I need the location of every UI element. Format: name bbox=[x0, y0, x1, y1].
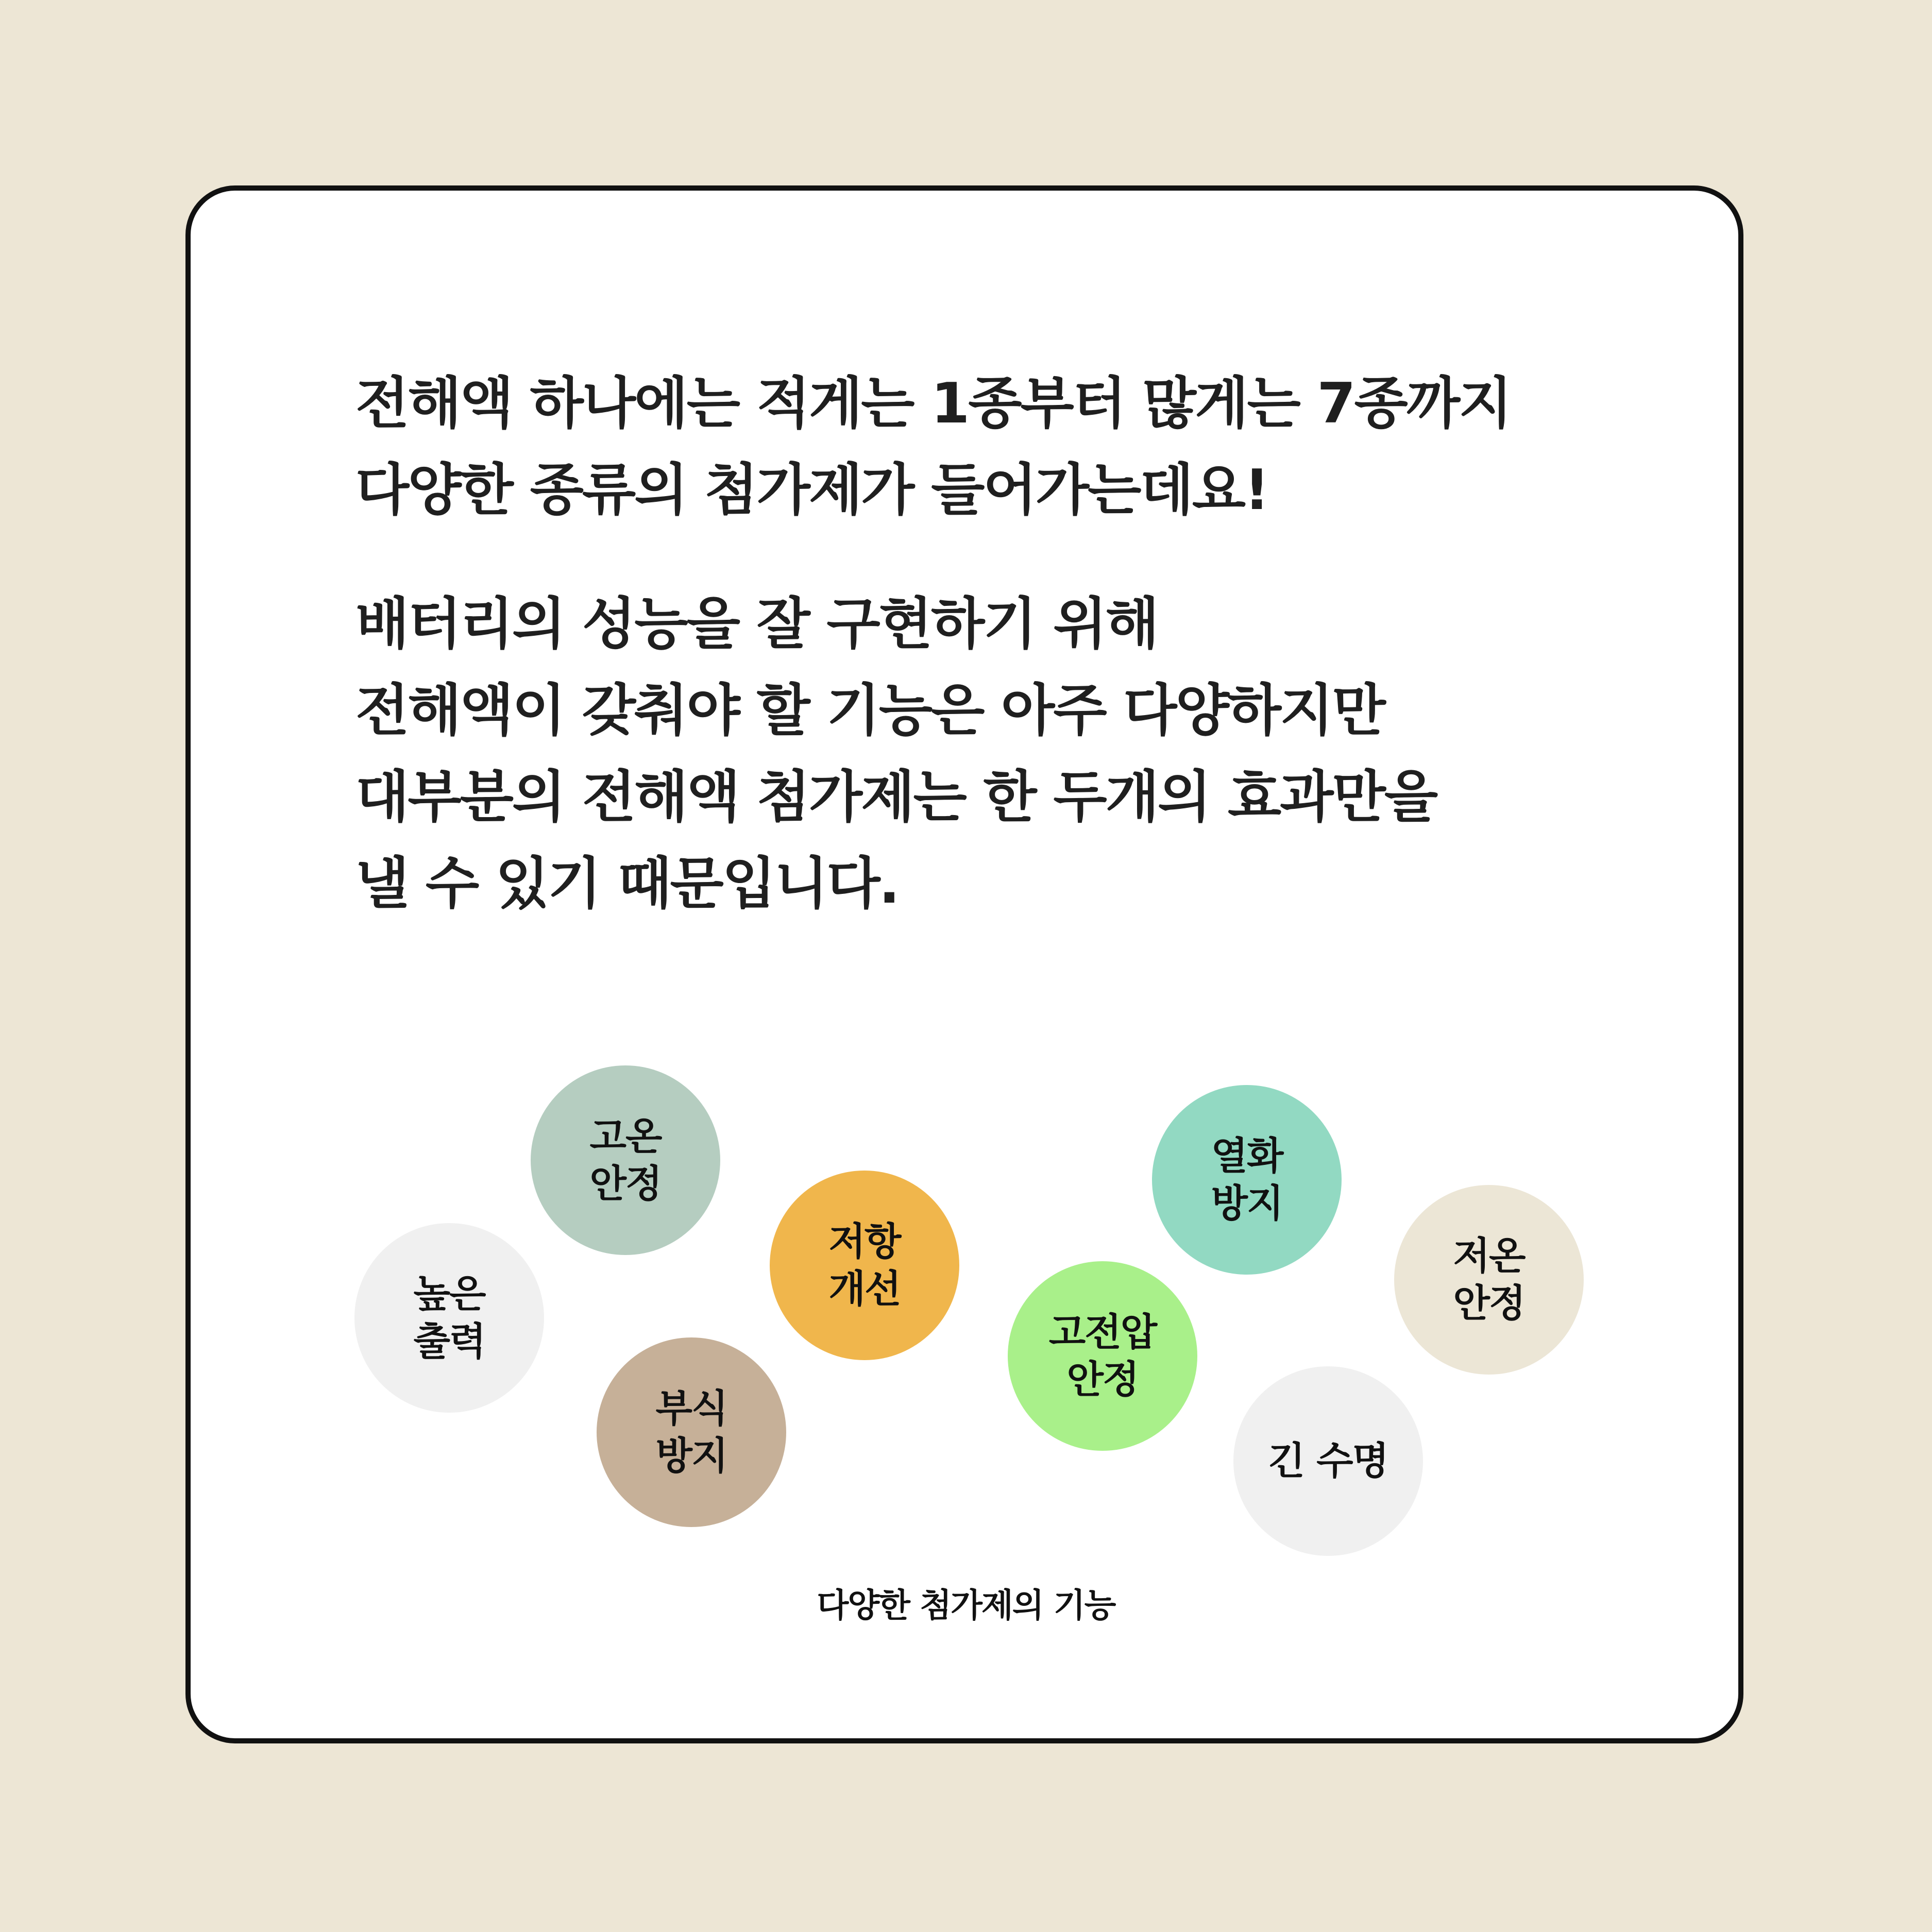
bubble-label: 열화 방지 bbox=[1211, 1134, 1283, 1226]
bubble-long-life bbox=[1233, 1366, 1423, 1556]
intro-line-1: 전해액 하나에는 적게는 1종부터 많게는 7종까지 bbox=[355, 371, 1511, 436]
diagram-caption: 다양한 첨가제의 기능 bbox=[817, 1587, 1115, 1625]
bubble-label: 긴 수명 bbox=[1268, 1439, 1388, 1483]
bubble-resistance-improvement bbox=[770, 1171, 959, 1360]
bubble-label: 높은 출력 bbox=[413, 1272, 485, 1364]
explanation-line-2: 전해액이 갖춰야 할 기능은 아주 다양하지만 bbox=[355, 679, 1384, 743]
bubble-corrosion-prevention bbox=[597, 1337, 786, 1527]
bubble-label: 부식 방지 bbox=[655, 1386, 727, 1478]
intro-paragraph bbox=[355, 361, 1511, 534]
explanation-line-4: 낼 수 있기 때문입니다. bbox=[355, 852, 899, 916]
bubble-degradation-prevention bbox=[1152, 1085, 1342, 1275]
bubble-label: 저온 안정 bbox=[1453, 1234, 1525, 1326]
intro-line-2: 다양한 종류의 첨가제가 들어가는데요! bbox=[355, 458, 1268, 522]
bubble-label: 고전압 안정 bbox=[1048, 1310, 1157, 1402]
bubble-label: 저항 개선 bbox=[828, 1219, 901, 1311]
bubble-high-temp-stability bbox=[531, 1065, 720, 1255]
bubble-low-temp-stability bbox=[1394, 1185, 1584, 1375]
bubble-high-output bbox=[354, 1223, 544, 1413]
explanation-line-1: 배터리의 성능을 잘 구현하기 위해 bbox=[355, 592, 1158, 656]
bubble-high-voltage-stability bbox=[1008, 1261, 1197, 1451]
bubble-label: 고온 안정 bbox=[589, 1114, 662, 1206]
explanation-paragraph bbox=[355, 581, 1436, 927]
explanation-line-3: 대부분의 전해액 첨가제는 한 두개의 효과만을 bbox=[355, 765, 1437, 829]
